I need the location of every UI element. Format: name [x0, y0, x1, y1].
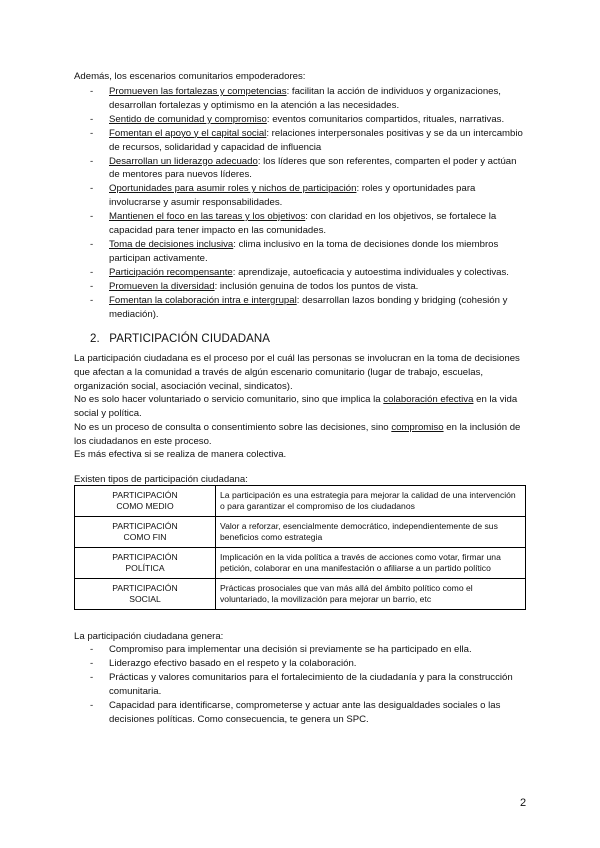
type-cell — [75, 579, 216, 610]
list-item-text: : eventos comunitarios compartidos, rituales, narrativas. — [266, 113, 505, 125]
type-line-1: PARTICIPACIÓN — [112, 489, 178, 500]
list-item-term: Desarrollan un liderazgo adecuado — [109, 155, 258, 167]
list-item-term: Sentido de comunidad y compromiso — [109, 113, 267, 125]
description-cell: Implicación en la vida política a través de acciones como votar, firmar una petición, colaborar en una manifestación o afiliarse a un partido político — [216, 548, 526, 579]
list-item-text: : inclusión genuina de todos los puntos de vista. — [214, 280, 419, 292]
paragraph-term: compromiso — [391, 422, 444, 433]
list-item-term: Oportunidades para asumir roles y nichos de participación — [109, 183, 357, 195]
participation-types-table — [74, 485, 526, 610]
list-item — [74, 182, 526, 210]
list-item-text: : roles y oportunidades para involucrarse y asumir responsabilidades. — [109, 183, 476, 209]
description-cell: Prácticas prosociales que van más allá del ámbito político como el voluntariado, la movilización para mejorar un barrio, etc — [216, 579, 526, 610]
list-item — [74, 113, 526, 127]
list-item-term: Fomentan la colaboración intra e intergrupal — [109, 294, 297, 306]
paragraph-definition: La participación ciudadana es el proceso por el cuál las personas se involucran en la toma de decisiones que afectan a la comunidad a través de algún escenario comunitario (lugar de trabajo, escuelas, organización social, asociación vecinal, sindicatos). — [74, 353, 520, 392]
paragraph-term: colaboración efectiva — [383, 394, 474, 405]
description-cell: Valor a reforzar, esencialmente democrático, independientemente de sus beneficios como estrategia — [216, 517, 526, 548]
section-heading — [90, 333, 270, 345]
type-line-1: PARTICIPACIÓN — [112, 520, 178, 531]
list-item-term: Participación recompensante — [109, 266, 233, 278]
table-row — [75, 579, 526, 610]
list-item — [74, 238, 526, 266]
table-row — [75, 548, 526, 579]
list-item-term: Mantienen el foco en las tareas y los objetivos — [109, 211, 306, 223]
empowering-scenarios-list — [74, 85, 526, 321]
list-item-text: : facilitan la acción de individuos y organizaciones, desarrollan fortalezas y optimismo en la atención a las necesidades. — [109, 86, 501, 111]
paragraph-text: en la inclusión de los ciudadanos en este proceso. — [74, 422, 521, 447]
list-item — [74, 266, 526, 280]
list-item-text: : con claridad en los objetivos, se fortalece la capacidad para tener impacto en las comunidades. — [109, 211, 497, 237]
list-item-term: Fomentan el apoyo y el capital social — [109, 127, 267, 139]
list-item-text: : aprendizaje, autoeficacia y autoestima individuales y colectivas. — [232, 266, 509, 278]
intro-line: Además, los escenarios comunitarios empoderadores: — [74, 71, 306, 82]
type-line-2: COMO FIN — [123, 532, 167, 542]
list-item: - Compromiso para implementar una decisión si previamente se ha participado en ella. — [74, 643, 526, 657]
paragraph-text: No es solo hacer voluntariado o servicio comunitario, sino que implica la — [74, 394, 384, 405]
type-cell — [75, 548, 216, 579]
type-line-2: POLÍTICA — [125, 563, 165, 573]
type-cell — [75, 486, 216, 517]
list-item: - Capacidad para identificarse, comprometerse y actuar ante las desigualdades sociales o las decisiones políticas. Como consecuencia, te genera un SPC. — [74, 699, 526, 727]
list-item-text: : desarrollan lazos bonding y bridging (cohesión y mediación). — [109, 294, 508, 320]
generates-caption: La participación ciudadana genera: — [74, 631, 224, 642]
type-line-2: COMO MEDIO — [116, 501, 174, 511]
type-line-1: PARTICIPACIÓN — [112, 582, 178, 593]
paragraph-text: en la vida social y política. — [74, 394, 518, 419]
type-line-2: SOCIAL — [129, 594, 161, 604]
list-item: - Prácticas y valores comunitarios para el fortalecimiento de la ciudadanía y para la construcción comunitaria. — [74, 671, 526, 699]
generates-list — [74, 643, 526, 726]
section-number: 2. — [90, 333, 100, 345]
list-item-term: Promueven las fortalezas y competencias — [109, 86, 287, 97]
list-item-text: : clima inclusivo en la toma de decisiones donde los miembros participan activamente. — [109, 238, 499, 264]
paragraph-volunteering — [74, 393, 526, 421]
table-row — [75, 517, 526, 548]
list-item: - Liderazgo efectivo basado en el respeto y la colaboración. — [74, 657, 526, 671]
type-line-1: PARTICIPACIÓN — [112, 551, 178, 562]
page-number: 2 — [520, 797, 527, 809]
table-caption: Existen tipos de participación ciudadana: — [74, 474, 248, 485]
list-item — [74, 294, 526, 322]
description-cell: La participación es una estrategia para mejorar la calidad de una intervención o para garantizar el compromiso de los ciudadanos — [216, 486, 526, 517]
paragraph-collective: Es más efectiva si se realiza de manera colectiva. — [74, 449, 287, 460]
paragraph-text: No es un proceso de consulta o consentimiento sobre las decisiones, sino — [74, 422, 392, 433]
list-item-text: : relaciones interpersonales positivas y se da un intercambio de recursos, solidaridad y capacidad de influencia — [109, 127, 523, 153]
list-item-text: : los líderes que son referentes, comparten el poder y actúan de mentores para nuevos líderes. — [109, 155, 517, 181]
list-item — [74, 127, 526, 155]
list-item-term: Promueven la diversidad — [109, 280, 215, 292]
list-item-term: Toma de decisiones inclusiva — [109, 238, 234, 250]
paragraph-consultation — [74, 421, 526, 449]
section-title: PARTICIPACIÓN CIUDADANA — [109, 333, 271, 345]
list-item — [74, 155, 526, 183]
type-cell — [75, 517, 216, 548]
list-item — [74, 210, 526, 238]
list-item — [74, 85, 526, 113]
table-row — [75, 486, 526, 517]
list-item — [74, 280, 526, 294]
